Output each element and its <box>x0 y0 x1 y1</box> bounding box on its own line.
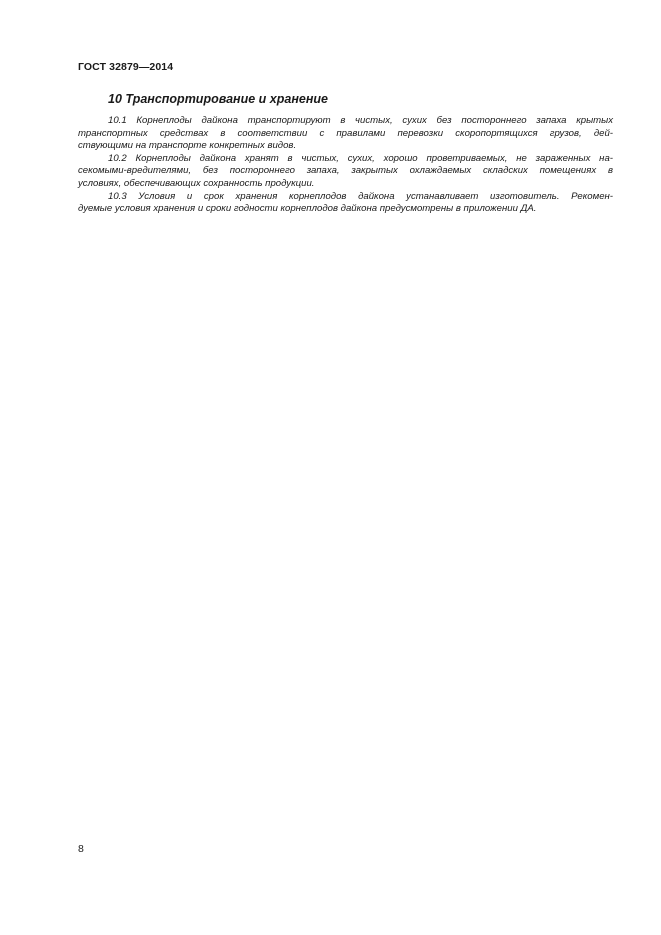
page-number: 8 <box>78 843 84 855</box>
paragraph-line: транспортных средствах в соответствии с правилами перевозки скоропортящихся грузов, дей- <box>78 127 613 139</box>
document-code: ГОСТ 32879—2014 <box>78 61 174 73</box>
paragraph-line: 10.2 Корнеплоды дайкона хранят в чистых, сухих, хорошо проветриваемых, не зараженных на- <box>108 152 613 164</box>
section-body <box>78 115 613 216</box>
paragraph-10-2 <box>78 153 613 191</box>
paragraph-10-1 <box>78 115 613 153</box>
paragraph-line: условиях, обеспечивающих сохранность продукции. <box>78 177 315 189</box>
paragraph-10-3 <box>78 191 613 216</box>
paragraph-line: секомыми-вредителями, без постороннего запаха, закрытых охлаждаемых складских помещениях в <box>78 165 613 177</box>
paragraph-line: 10.1 Корнеплоды дайкона транспортируют в чистых, сухих без постороннего запаха крытых <box>108 115 613 126</box>
paragraph-line: дуемые условия хранения и сроки годности корнеплодов дайкона предусмотрены в приложении ДА. <box>78 203 537 215</box>
paragraph-line: 10.3 Условия и срок хранения корнеплодов дайкона устанавливает изготовитель. Рекомен- <box>108 190 613 202</box>
paragraph-line: ствующими на транспорте конкретных видов. <box>78 140 297 152</box>
section-title: 10 Транспортирование и хранение <box>108 92 328 106</box>
